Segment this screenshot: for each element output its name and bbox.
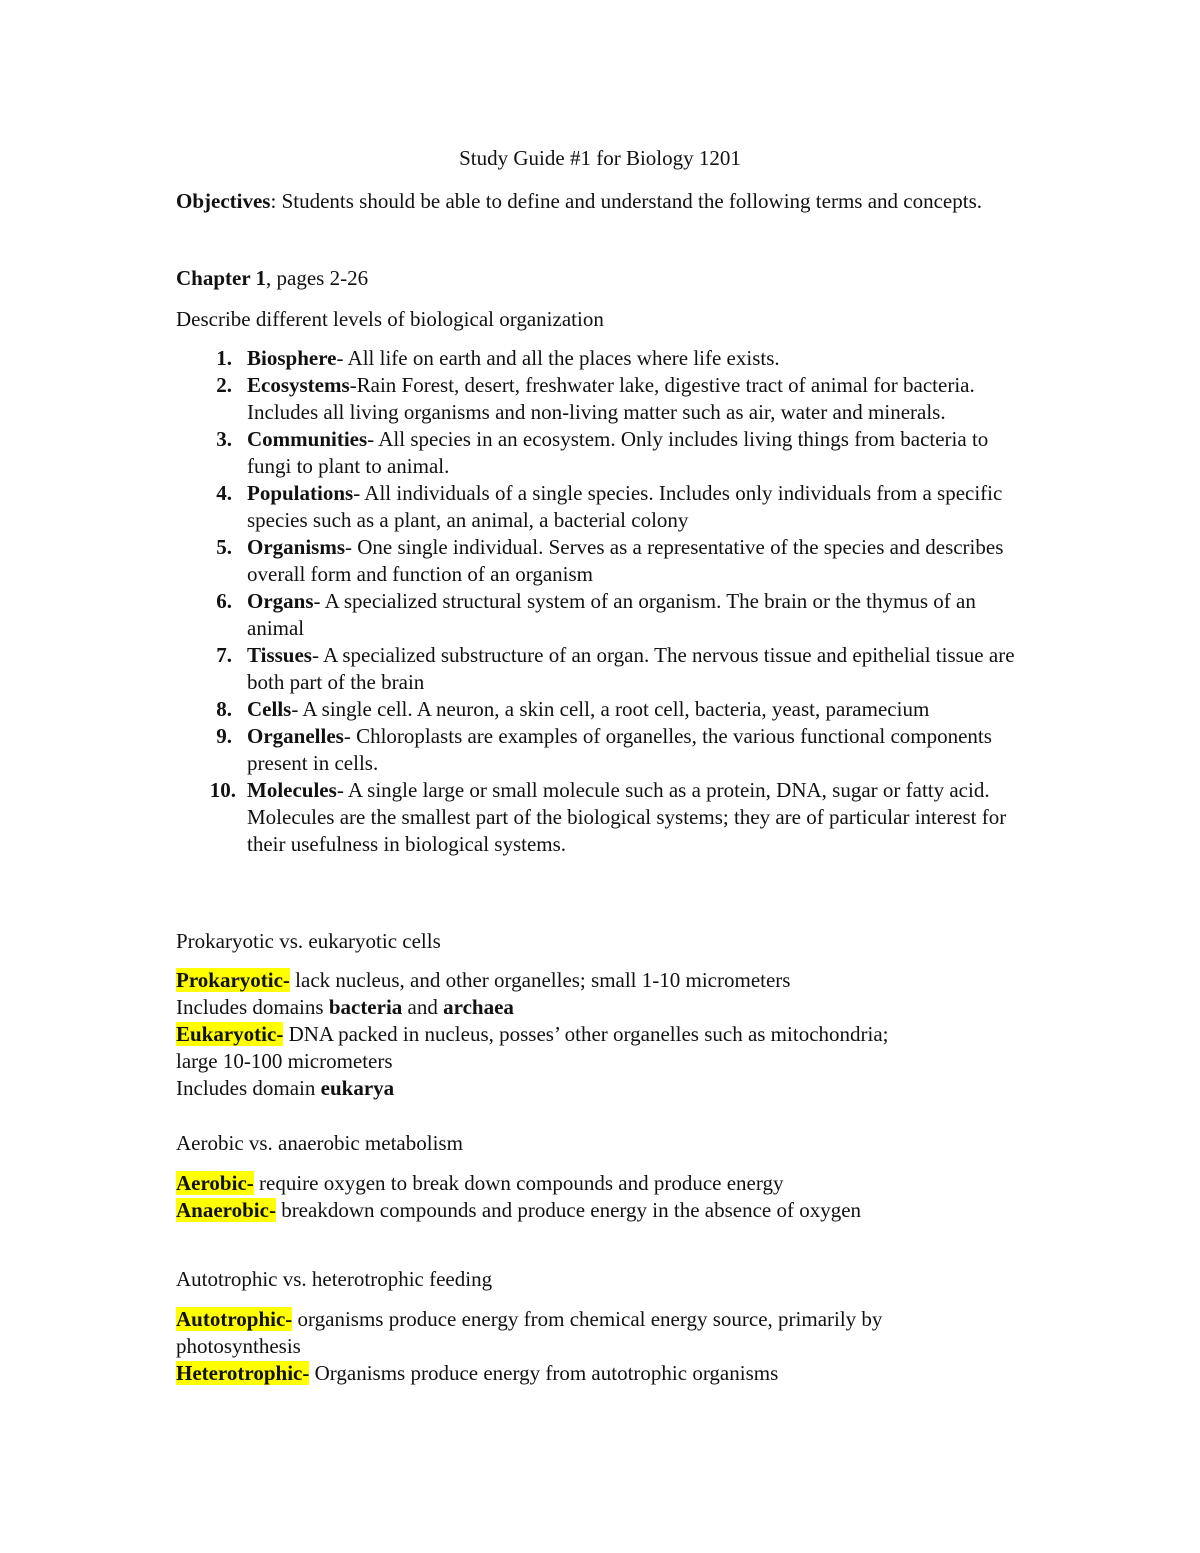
autotrophic-text: organisms produce energy from chemical energy source, primarily by xyxy=(292,1307,883,1331)
aerobic-term: Aerobic- xyxy=(176,1171,254,1195)
eukaryotic-size-line: large 10-100 micrometers xyxy=(176,1049,393,1073)
organization-levels-list xyxy=(176,345,1036,858)
aerobic-line xyxy=(176,1170,1024,1197)
list-term: Ecosystems xyxy=(247,373,350,397)
feeding-heading: Autotrophic vs. heterotrophic feeding xyxy=(176,1267,493,1291)
feeding-block xyxy=(176,1306,1024,1387)
list-item xyxy=(176,588,1036,642)
list-number: 1. xyxy=(216,346,232,370)
list-definition: - A single large or small molecule such as a protein, DNA, sugar or fatty acid. Molecules are the smallest part of the biological systems; they are of particular interest for their usefulness in biological systems. xyxy=(247,778,1007,856)
objectives-paragraph xyxy=(176,181,1024,222)
list-item xyxy=(176,534,1036,588)
list-number: 2. xyxy=(216,373,232,397)
list-definition: - A specialized substructure of an organ. The nervous tissue and epithelial tissue are both part of the brain xyxy=(247,643,1015,694)
prokaryotic-domains-line xyxy=(176,994,1024,1021)
list-term: Organs xyxy=(247,589,314,613)
list-definition: - One single individual. Serves as a representative of the species and describes overall form and function of an organism xyxy=(247,535,1004,586)
list-item xyxy=(176,723,1036,777)
domains-prefix: Includes domains xyxy=(176,995,329,1019)
list-definition: - All life on earth and all the places where life exists. xyxy=(336,346,780,370)
metabolism-heading: Aerobic vs. anaerobic metabolism xyxy=(176,1131,463,1155)
domain-archaea: archaea xyxy=(443,995,514,1019)
chapter-pages: , pages 2-26 xyxy=(266,266,369,290)
list-item xyxy=(176,372,1036,426)
list-term: Cells xyxy=(247,697,292,721)
domain-bacteria: bacteria xyxy=(328,995,403,1019)
page-title: Study Guide #1 for Biology 1201 xyxy=(459,146,741,170)
eukaryotic-domain-line xyxy=(176,1075,1024,1102)
anaerobic-term: Anaerobic- xyxy=(176,1198,276,1222)
domain-eukarya: eukarya xyxy=(320,1076,395,1100)
list-definition: - All species in an ecosystem. Only includes living things from bacteria to fungi to plant to animal. xyxy=(247,427,989,478)
autotrophic-line xyxy=(176,1306,1024,1333)
eukaryotic-term: Eukaryotic- xyxy=(176,1022,284,1046)
describe-heading: Describe different levels of biological organization xyxy=(176,307,604,331)
autotrophic-continued: photosynthesis xyxy=(176,1334,301,1358)
list-term: Populations xyxy=(247,481,354,505)
list-item xyxy=(176,642,1036,696)
chapter-line xyxy=(176,264,1024,292)
list-number: 9. xyxy=(216,724,232,748)
list-definition: - Chloroplasts are examples of organelles, the various functional components present in cells. xyxy=(247,724,992,775)
list-term: Organelles xyxy=(247,724,344,748)
anaerobic-line xyxy=(176,1197,1024,1224)
list-item xyxy=(176,345,1036,372)
list-definition: - All individuals of a single species. Includes only individuals from a specific species such as a plant, an animal, a bacterial colony xyxy=(247,481,1003,532)
list-term: Organisms xyxy=(247,535,346,559)
objectives-label: Objectives xyxy=(176,189,271,213)
list-term: Molecules xyxy=(247,778,337,802)
heterotrophic-term: Heterotrophic- xyxy=(176,1361,310,1385)
list-term: Communities xyxy=(247,427,368,451)
prokaryotic-term: Prokaryotic- xyxy=(176,968,290,992)
list-item xyxy=(176,426,1036,480)
domains-and: and xyxy=(402,995,444,1019)
prokaryotic-text: lack nucleus, and other organelles; small 1-10 micrometers xyxy=(289,968,791,992)
list-number: 10. xyxy=(209,778,236,802)
prokaryotic-heading: Prokaryotic vs. eukaryotic cells xyxy=(176,929,441,953)
list-definition: -Rain Forest, desert, freshwater lake, digestive tract of animal for bacteria. Includes all living organisms and non-living matter such as air, water and minerals. xyxy=(247,373,975,424)
objectives-text: : Students should be able to define and understand the following terms and concepts. xyxy=(270,189,982,213)
list-number: 6. xyxy=(216,589,232,613)
autotrophic-term: Autotrophic- xyxy=(176,1307,293,1331)
list-number: 8. xyxy=(216,697,232,721)
list-number: 4. xyxy=(216,481,232,505)
domain-prefix: Includes domain xyxy=(176,1076,321,1100)
list-term: Tissues xyxy=(247,643,312,667)
prokaryotic-block xyxy=(176,967,1024,1102)
list-item xyxy=(176,480,1036,534)
eukaryotic-line xyxy=(176,1021,1024,1048)
metabolism-block xyxy=(176,1170,1024,1224)
list-term: Biosphere xyxy=(247,346,337,370)
aerobic-text: require oxygen to break down compounds and produce energy xyxy=(253,1171,784,1195)
chapter-label: Chapter 1 xyxy=(176,266,267,290)
list-item xyxy=(176,696,1036,723)
list-definition: - A single cell. A neuron, a skin cell, a root cell, bacteria, yeast, paramecium xyxy=(291,697,930,721)
eukaryotic-text: DNA packed in nucleus, posses’ other organelles such as mitochondria; xyxy=(283,1022,889,1046)
heterotrophic-line xyxy=(176,1360,1024,1387)
list-definition: - A specialized structural system of an organism. The brain or the thymus of an animal xyxy=(247,589,976,640)
anaerobic-text: breakdown compounds and produce energy in the absence of oxygen xyxy=(275,1198,862,1222)
list-number: 7. xyxy=(216,643,232,667)
prokaryotic-line xyxy=(176,967,1024,994)
heterotrophic-text: Organisms produce energy from autotrophic organisms xyxy=(309,1361,779,1385)
list-number: 5. xyxy=(216,535,232,559)
list-item xyxy=(176,777,1036,858)
list-number: 3. xyxy=(216,427,232,451)
